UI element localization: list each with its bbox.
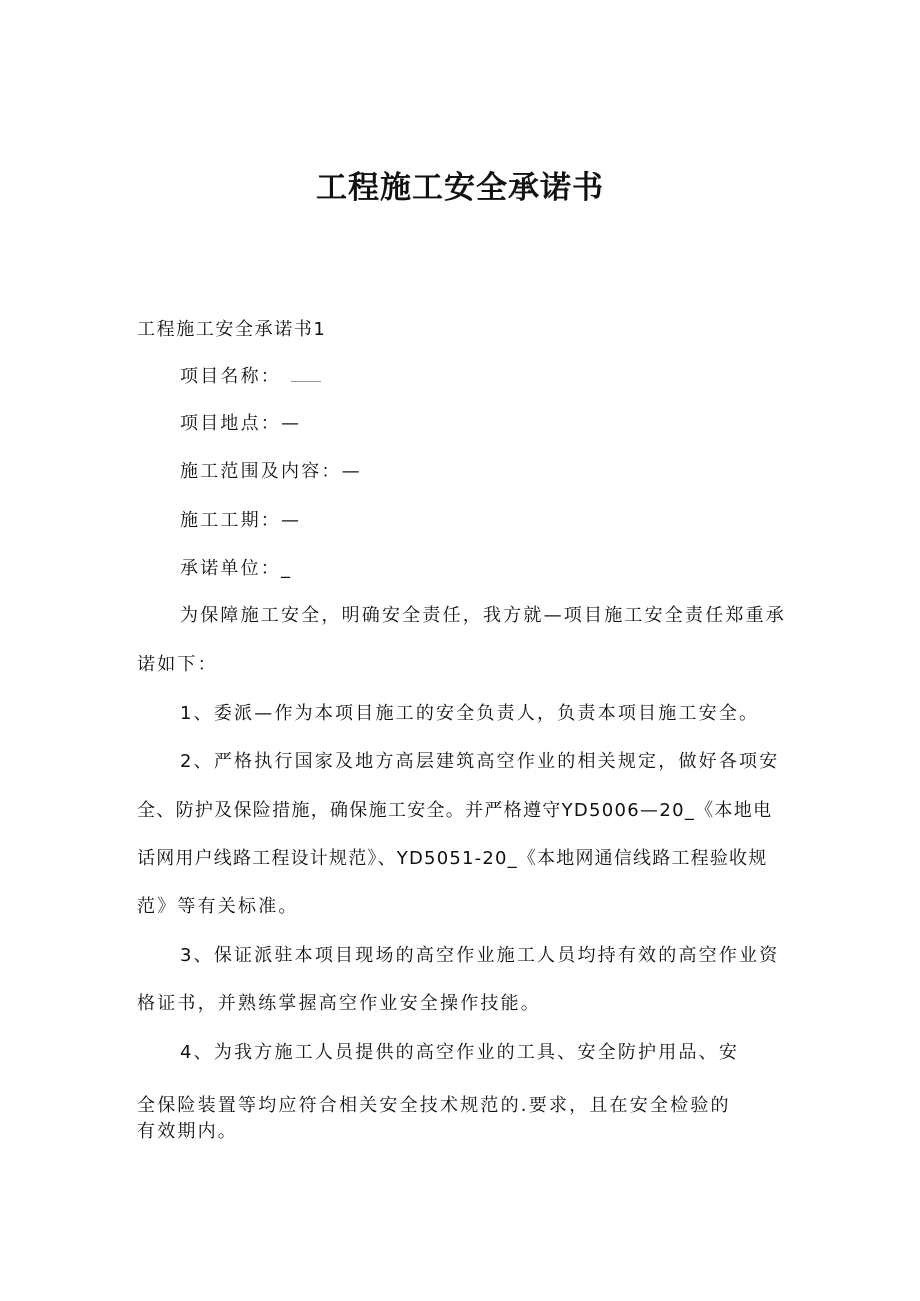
- field-promisor: 承诺单位：_: [180, 558, 293, 579]
- intro-line-2: 诺如下：: [137, 654, 218, 675]
- item-4-line-2: 全保险装置等均应符合相关安全技术规范的.要求，且在安全检验的: [137, 1095, 731, 1116]
- document-subtitle: 工程施工安全承诺书1: [137, 319, 327, 340]
- field-project-location: 项目地点：—: [180, 413, 302, 434]
- item-1: 1、委派—作为本项目施工的安全负责人，负责本项目施工安全。: [180, 703, 760, 724]
- field-project-name: [180, 365, 321, 389]
- item-4-line-3: 有效期内。: [137, 1121, 238, 1142]
- field-scope: 施工范围及内容：—: [180, 461, 362, 482]
- document-title: 工程施工安全承诺书: [316, 170, 604, 206]
- item-3-line-2: 格证书，并熟练掌握高空作业安全操作技能。: [137, 993, 541, 1014]
- item-2-line-1: 2、严格执行国家及地方高层建筑高空作业的相关规定，做好各项安: [180, 751, 780, 772]
- item-2-line-3: 话网用户线路工程设计规范》、YD5051-20_《本地网通信线路工程验收规: [137, 848, 768, 869]
- item-2-line-4: 范》等有关标准。: [137, 896, 299, 917]
- intro-line-1: 为保障施工安全，明确安全责任，我方就—项目施工安全责任郑重承: [180, 605, 786, 626]
- field-project-name-label: 项目名称：: [180, 366, 281, 387]
- item-4-line-1: 4、为我方施工人员提供的高空作业的工具、安全防护用品、安: [180, 1042, 740, 1063]
- field-period: 施工工期：—: [180, 510, 302, 531]
- item-2-line-2: 全、防护及保险措施，确保施工安全。并严格遵守YD5006—20_《本地电: [137, 800, 773, 821]
- item-3-line-1: 3、保证派驻本项目现场的高空作业施工人员均持有效的高空作业资: [180, 945, 780, 966]
- blank-underline: [291, 367, 321, 382]
